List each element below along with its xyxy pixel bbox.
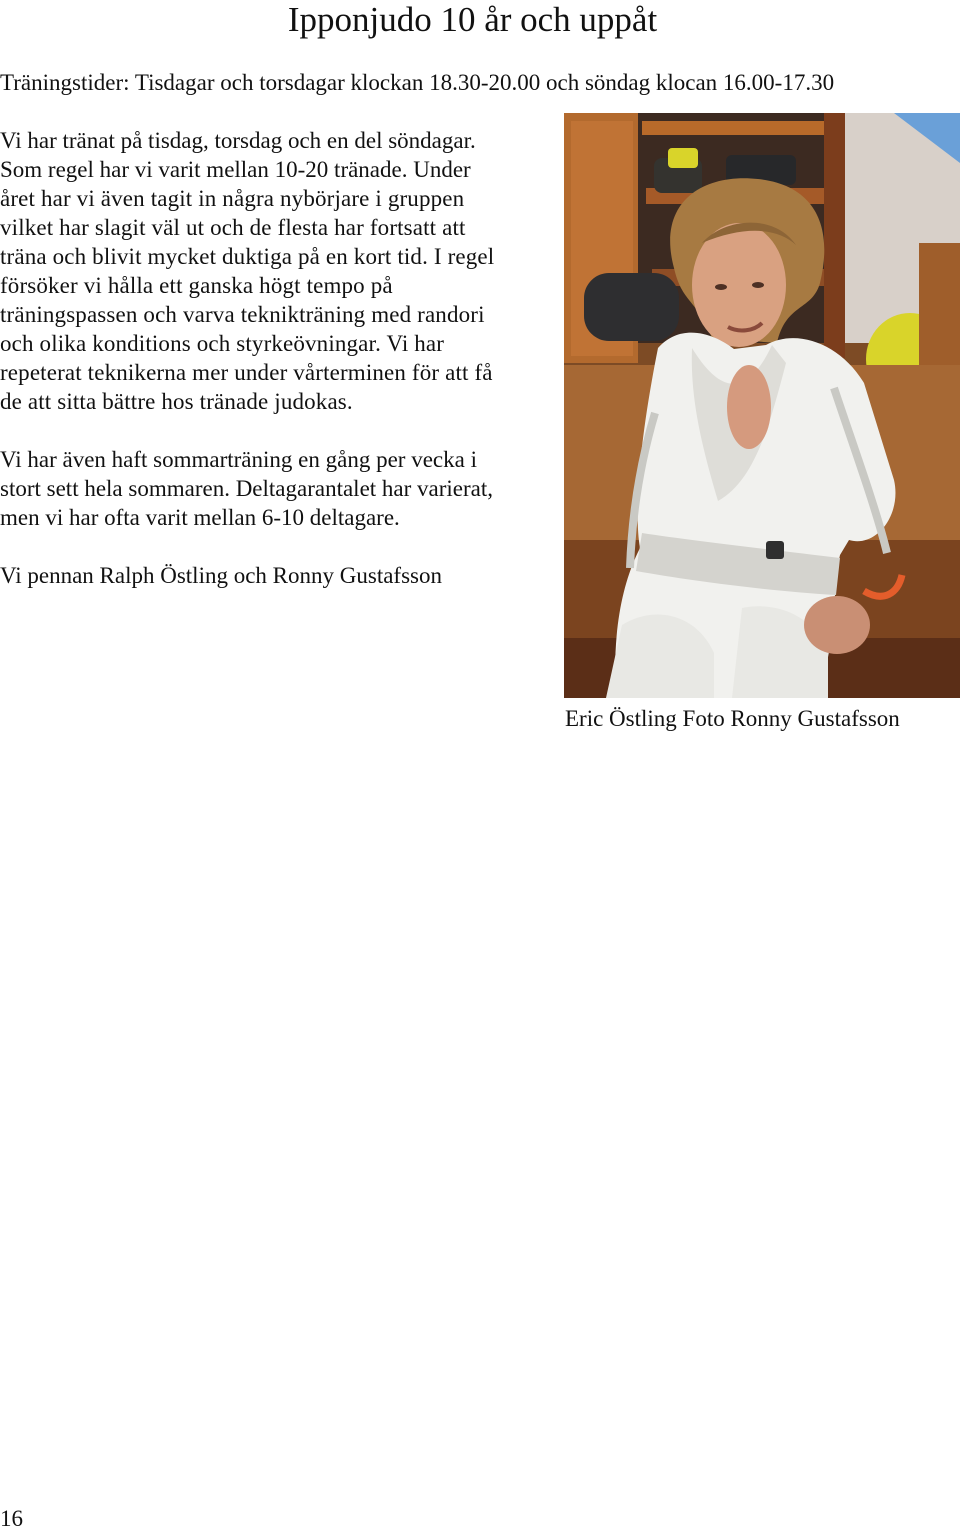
paragraph-line-continuation: Under (407, 157, 471, 182)
black-bag (584, 273, 679, 341)
paragraph-training-summary (0, 126, 545, 416)
upper-shelf (642, 121, 832, 135)
left-eye (715, 284, 727, 290)
paragraph-line: träna och blivit mycket duktiga på en kort tid. I regel (0, 244, 495, 269)
signature-text: Vi pennan Ralph Östling och Ronny Gustafsson (0, 563, 442, 588)
judoka-photo-illustration (564, 113, 960, 698)
paragraph-line: och olika konditions och styrkeövningar. Vi har (0, 331, 445, 356)
yellow-item (668, 148, 698, 168)
photo-caption: Eric Östling Foto Ronny Gustafsson (565, 706, 900, 731)
paragraph-line: stort sett hela sommaren. Deltagarantalet har varierat, (0, 476, 494, 501)
paragraph-summer-training (0, 445, 545, 532)
page-number: 16 (0, 1506, 23, 1531)
right-eye (752, 282, 764, 288)
paragraph-line: vilket har slagit väl ut och de flesta har fortsatt att (0, 215, 466, 240)
paragraph-line: men vi har ofta varit mellan 6-10 deltagare. (0, 505, 400, 530)
page-title: Ipponjudo 10 år och uppåt (287, 0, 658, 39)
paragraph-line-text: Som regel har vi varit mellan 10-20 tränade. (0, 157, 408, 182)
paragraph-line: Vi har tränat på tisdag, torsdag och en del söndagar. (0, 128, 476, 153)
paragraph-line: försöker vi hålla ett ganska högt tempo på (0, 273, 393, 298)
article-text (0, 126, 545, 619)
paragraph-line: Vi har även haft sommarträning en gång per vecka i (0, 447, 477, 472)
paragraph-line: året har vi även tagit in några nybörjare i gruppen (0, 186, 465, 211)
chest-skin (727, 365, 771, 449)
judoka-photo (564, 113, 960, 698)
paragraph-line: de att sitta bättre hos tränade judokas. (0, 389, 353, 414)
shelf-side (824, 113, 845, 358)
hand (804, 596, 870, 654)
paragraph-line: repeterat teknikerna mer under vårterminen för att få (0, 360, 493, 385)
gi-patch (766, 541, 784, 559)
training-schedule: Träningstider: Tisdagar och torsdagar klockan 18.30-20.00 och söndag klocan 16.00-17.30 (0, 70, 835, 95)
paragraph-line (0, 155, 545, 184)
paragraph-line: träningspassen och varva teknikträning med randori (0, 302, 485, 327)
